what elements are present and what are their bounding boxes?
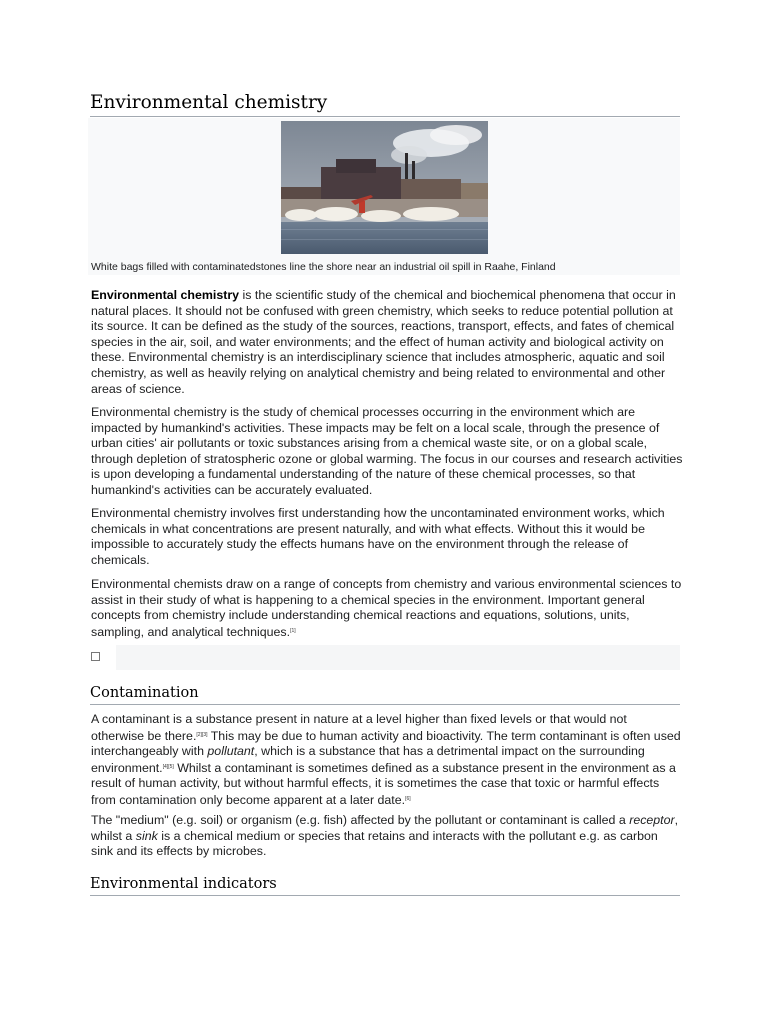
sink-term: sink bbox=[135, 828, 158, 843]
toc-toggle-checkbox[interactable] bbox=[91, 652, 100, 661]
section-heading-contamination: Contamination bbox=[90, 685, 680, 705]
section-heading-indicators: Environmental indicators bbox=[90, 876, 680, 896]
figure-box bbox=[88, 118, 680, 275]
cont-text-a: A contaminant is a substance present in nature at a level higher than fixed levels or that would not otherwise be there. bbox=[91, 712, 627, 743]
reference-link[interactable]: [2][3] bbox=[196, 731, 208, 738]
pollutant-term: pollutant bbox=[207, 744, 255, 759]
cont2-text-c: is a chemical medium or species that retains and interacts with the pollutant e.g. as carbon sink and its effects by microbes. bbox=[91, 828, 658, 859]
intro-paragraph-4 bbox=[91, 577, 683, 640]
reference-link[interactable]: [4][5] bbox=[162, 763, 174, 770]
receptor-term: receptor bbox=[629, 813, 675, 827]
cont-text-d: Whilst a contaminant is sometimes defined as a substance present in the environment as a result of human activity, but without harmful effects, it is sometimes the case that toxic or harmful effects from contamination only become apparent at a later date. bbox=[91, 760, 676, 807]
industrial-shore-photo[interactable] bbox=[281, 121, 488, 254]
page-title: Environmental chemistry bbox=[90, 92, 680, 117]
intro-paragraph-2: Environmental chemistry is the study of chemical processes occurring in the environment which are impacted by humankind's activities. These impacts may be felt on a local scale, through the presence of urban cities' air pollutants or toxic substances arising from a chemical waste site, or on a global scale, through depletion of stratospheric ozone or global warming. The focus in our courses and research activities is upon developing a fundamental understanding of the nature of these chemical processes, so that humankind's activities can be accurately evaluated. bbox=[91, 405, 683, 497]
toc-box bbox=[116, 645, 680, 670]
figure-caption: White bags filled with contaminatedstones line the shore near an industrial oil spill in Raahe, Finland bbox=[91, 261, 556, 273]
cont2-text-a: The "medium" (e.g. soil) or organism (e.g. fish) affected by the pollutant or contaminant is called a bbox=[91, 813, 630, 827]
cont2-text-b: , whilst a bbox=[91, 813, 679, 843]
table-of-contents bbox=[88, 645, 680, 670]
cont-text-c: , which is a substance that has a detrimental impact on the surrounding environment. bbox=[91, 744, 645, 775]
contamination-paragraph-2 bbox=[91, 813, 683, 860]
contamination-paragraph-1 bbox=[91, 712, 683, 809]
intro-p4-text: Environmental chemists draw on a range of concepts from chemistry and various environmental sciences to assist in their study of what is happening to a chemical species in the environment. Important general concepts from chemistry include understanding chemical reactions and equations, solutions, units, sampling, and analytical techniques. bbox=[91, 577, 682, 639]
intro-paragraph-1 bbox=[91, 288, 683, 397]
reference-link[interactable]: [1] bbox=[290, 627, 296, 634]
reference-link[interactable]: [6] bbox=[405, 795, 411, 802]
bold-term: Environmental chemistry bbox=[91, 288, 240, 302]
intro-paragraph-3: Environmental chemistry involves first understanding how the uncontaminated environment works, which chemicals in what concentrations are present naturally, and with what effects. Without this it would be impossible to accurately study the effects humans have on the environment through the release of chemicals. bbox=[91, 506, 665, 567]
cont-text-b: This may be due to human activity and bioactivity. The term contaminant is often used interchangeably with bbox=[91, 728, 681, 759]
intro-p1-text: is the scientific study of the chemical and biochemical phenomena that occur in natural places. It should not be confused with green chemistry, which seeks to reduce potential pollution at its source. It can be defined as the study of the sources, reactions, transport, effects, and fates of chemical species in the air, soil, and water environments; and the effect of human activity and biological activity on these. Environmental chemistry is an interdisciplinary science that includes atmospheric, aquatic and soil chemistry, as well as heavily relying on analytical chemistry and being related to environmental and other areas of science. bbox=[91, 288, 676, 396]
